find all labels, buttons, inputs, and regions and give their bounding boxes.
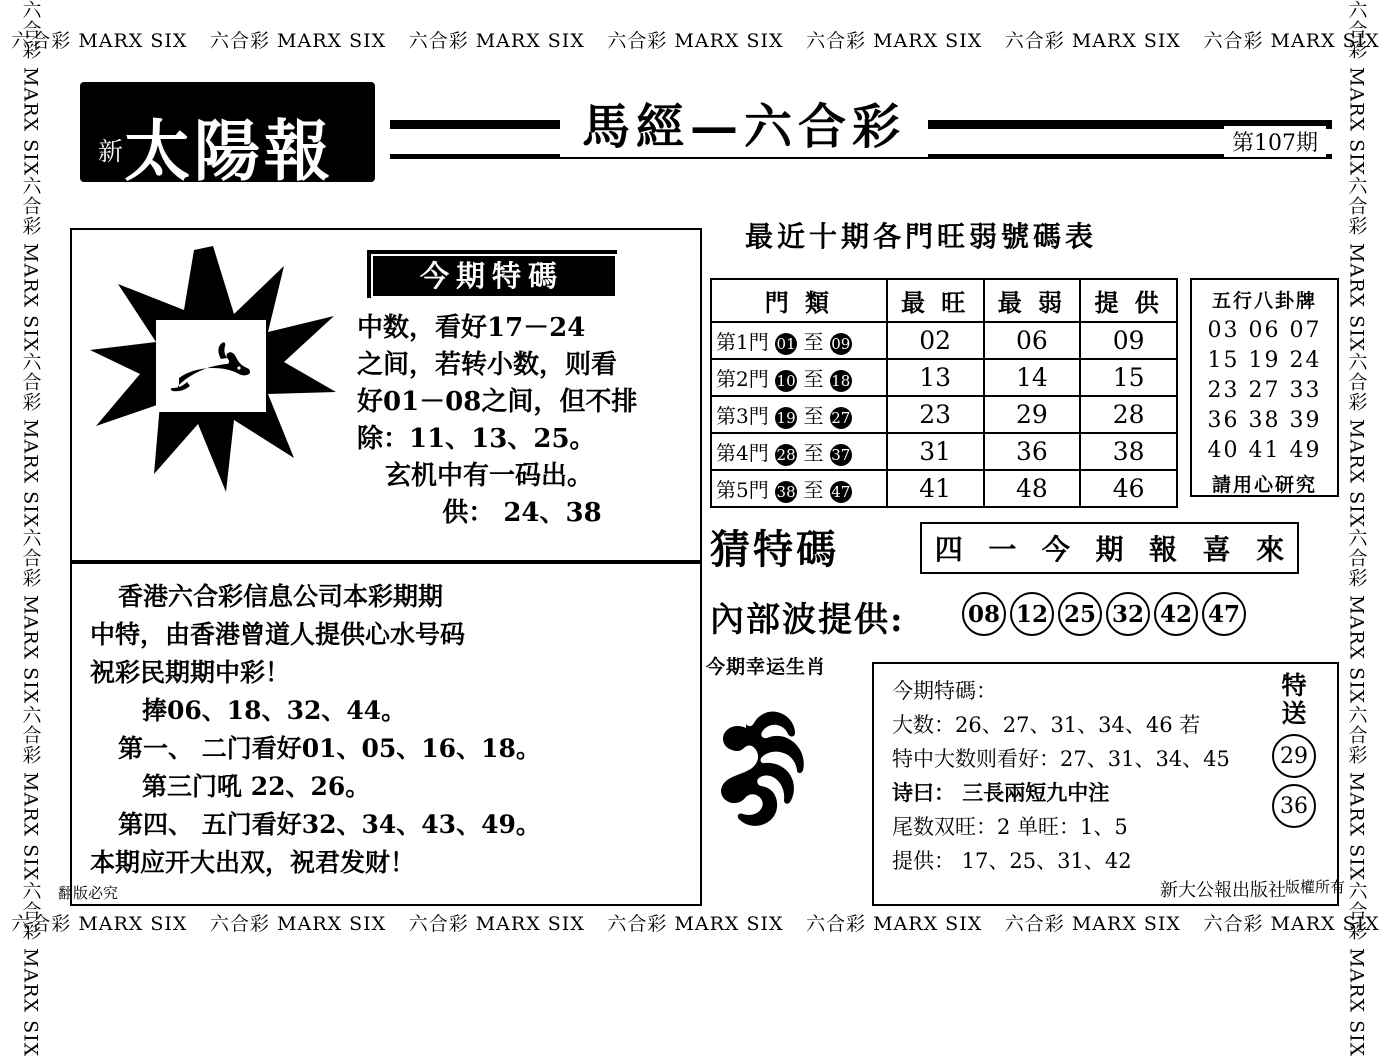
watermark-text: 六合彩 MARX SIX xyxy=(1345,704,1368,881)
watermark-text: 六合彩 MARX SIX xyxy=(1004,912,1181,935)
range-mid: 至 xyxy=(803,478,824,502)
guess-special-label: 猜特碼 xyxy=(710,526,839,573)
info-panel xyxy=(70,562,702,906)
special-line: 好01－08之间，但不排 xyxy=(357,386,638,417)
bonus-ball: 29 xyxy=(1272,734,1316,778)
cold-value: 36 xyxy=(984,433,1081,470)
lucky-panel xyxy=(872,662,1339,906)
rabbit-illustration xyxy=(156,320,266,412)
info-line: 捧06、18、32、44。 xyxy=(142,696,407,725)
special-line: 供： 24、38 xyxy=(442,497,602,528)
star-graphic xyxy=(88,244,338,494)
special-number-panel xyxy=(70,228,702,562)
dragon-illustration xyxy=(712,700,862,860)
watermark-top xyxy=(0,22,1391,56)
table-row xyxy=(711,322,1177,359)
zodiac-label: 今期幸运生肖 xyxy=(706,656,827,678)
table-header-cell: 最 旺 xyxy=(887,279,984,322)
lucky-text xyxy=(892,674,1232,878)
watermark-text: 六合彩 MARX SIX xyxy=(1345,352,1368,529)
wave-number-ball: 47 xyxy=(1202,592,1246,636)
watermark-text: 六合彩 MARX SIX xyxy=(1345,880,1368,1057)
range-to-ball: 27 xyxy=(831,408,851,427)
guess-chars-panel xyxy=(920,522,1299,574)
bagua-row: 40 41 49 xyxy=(1207,438,1322,463)
range-from-ball: 28 xyxy=(776,445,796,464)
range-from-ball: 19 xyxy=(776,408,796,427)
give-value: 46 xyxy=(1080,470,1177,507)
watermark-text: 六合彩 MARX SIX xyxy=(19,176,42,353)
watermark-bottom xyxy=(0,905,1391,939)
guess-char: 一 xyxy=(988,533,1017,566)
give-value: 15 xyxy=(1080,359,1177,396)
range-to-ball: 37 xyxy=(831,445,851,464)
cold-value: 14 xyxy=(984,359,1081,396)
hot-value: 41 xyxy=(887,470,984,507)
info-text xyxy=(90,578,686,882)
hot-cold-table xyxy=(710,278,1178,508)
range-from-ball: 10 xyxy=(776,371,796,390)
guess-char: 四 xyxy=(934,533,963,566)
hot-value: 31 xyxy=(887,433,984,470)
bonus-ball: 36 xyxy=(1272,784,1316,828)
bagua-row: 36 38 39 xyxy=(1207,408,1322,433)
cold-value: 48 xyxy=(984,470,1081,507)
watermark-text: 六合彩 MARX SIX xyxy=(1203,29,1380,52)
gate-label xyxy=(711,470,887,507)
cold-value: 06 xyxy=(984,322,1081,359)
table-header-cell: 提 供 xyxy=(1080,279,1177,322)
hot-value: 02 xyxy=(887,322,984,359)
masthead xyxy=(70,78,1332,188)
gate-name: 第3門 xyxy=(716,404,769,428)
copyright-label: 版權所有 xyxy=(1285,878,1346,896)
lucky-line: 尾数双旺：2 单旺：1、5 xyxy=(892,815,1128,840)
wave-number-ball: 12 xyxy=(1010,592,1054,636)
lucky-line: 提供： 17、25、31、42 xyxy=(892,849,1132,874)
watermark-text: 六合彩 MARX SIX xyxy=(1203,912,1380,935)
bagua-row: 23 27 33 xyxy=(1207,378,1322,403)
gate-label xyxy=(711,396,887,433)
watermark-text: 六合彩 MARX SIX xyxy=(19,880,42,1057)
special-line: 之间，若转小数，则看 xyxy=(357,349,618,380)
wave-number-ball: 32 xyxy=(1106,592,1150,636)
page-title: 馬經—六合彩 xyxy=(560,88,928,157)
reprint-notice: 翻版必究 xyxy=(58,884,119,902)
gate-name: 第4門 xyxy=(716,441,769,465)
watermark-text: 六合彩 MARX SIX xyxy=(1004,29,1181,52)
give-value: 38 xyxy=(1080,433,1177,470)
range-mid: 至 xyxy=(803,404,824,428)
info-line: 第四、 五门看好32、34、43、49。 xyxy=(118,810,541,839)
bagua-title: 五行八卦牌 xyxy=(1211,290,1317,312)
wave-number-ball: 25 xyxy=(1058,592,1102,636)
range-from-ball: 01 xyxy=(776,334,796,353)
guess-char: 來 xyxy=(1256,533,1285,566)
gate-name: 第1門 xyxy=(716,330,769,354)
issue-number: 第107期 xyxy=(1224,126,1326,157)
guess-char: 今 xyxy=(1041,533,1070,566)
hot-value: 13 xyxy=(887,359,984,396)
logo-title: 太陽報 xyxy=(124,112,334,190)
watermark-text: 六合彩 MARX SIX xyxy=(607,912,784,935)
bonus-column xyxy=(1261,672,1327,828)
range-from-ball: 38 xyxy=(776,482,796,501)
table-row xyxy=(711,359,1177,396)
cold-value: 29 xyxy=(984,396,1081,433)
watermark-text: 六合彩 MARX SIX xyxy=(19,0,42,177)
wave-number-list xyxy=(962,592,1246,636)
info-line: 第三门吼 22、26。 xyxy=(142,772,371,801)
gate-label xyxy=(711,322,887,359)
watermark-text: 六合彩 MARX SIX xyxy=(209,912,387,935)
table-title: 最近十期各門旺弱號碼表 xyxy=(745,220,1098,253)
watermark-left xyxy=(14,0,48,1057)
watermark-text: 六合彩 MARX SIX xyxy=(19,528,42,705)
table-row xyxy=(711,433,1177,470)
hot-value: 23 xyxy=(887,396,984,433)
range-mid: 至 xyxy=(803,441,824,465)
watermark-text: 六合彩 MARX SIX xyxy=(11,29,188,52)
give-value: 09 xyxy=(1080,322,1177,359)
special-line: 中数，看好17－24 xyxy=(357,313,586,343)
info-line: 第一、 二门看好01、05、16、18。 xyxy=(118,734,541,763)
rabbit-icon xyxy=(161,326,261,406)
range-to-ball: 18 xyxy=(831,371,851,390)
special-line: 除：11、13、25。 xyxy=(357,423,596,454)
watermark-right xyxy=(1340,0,1374,1057)
watermark-text: 六合彩 MARX SIX xyxy=(1345,0,1368,177)
watermark-text: 六合彩 MARX SIX xyxy=(408,912,585,935)
watermark-text: 六合彩 MARX SIX xyxy=(408,29,585,52)
watermark-text: 六合彩 MARX SIX xyxy=(11,912,188,935)
lucky-line: 今期特碼： xyxy=(892,679,997,703)
info-line: 香港六合彩信息公司本彩期期 xyxy=(118,582,444,611)
info-line: 中特，由香港曾道人提供心水号码 xyxy=(90,620,466,649)
bagua-row: 03 06 07 xyxy=(1207,318,1322,343)
guess-char: 報 xyxy=(1149,533,1178,566)
title-bar xyxy=(390,92,1332,172)
guess-char: 期 xyxy=(1095,533,1124,566)
watermark-text: 六合彩 MARX SIX xyxy=(607,29,784,52)
lucky-line: 特中大数则看好：27、31、34、45 xyxy=(892,747,1230,772)
newspaper-logo xyxy=(80,82,375,190)
guess-char: 喜 xyxy=(1202,533,1231,566)
dragon-icon xyxy=(712,700,862,860)
bagua-panel xyxy=(1190,278,1339,497)
watermark-text: 六合彩 MARX SIX xyxy=(209,29,387,52)
watermark-text: 六合彩 MARX SIX xyxy=(1345,528,1368,705)
publisher-label: 新大公報出版社 xyxy=(1160,880,1286,901)
special-number-text xyxy=(357,310,687,531)
table-header-cell: 最 弱 xyxy=(984,279,1081,322)
info-line: 祝彩民期期中彩！ xyxy=(90,658,291,687)
give-value: 28 xyxy=(1080,396,1177,433)
gate-name: 第2門 xyxy=(716,367,769,391)
range-mid: 至 xyxy=(803,367,824,391)
watermark-text: 六合彩 MARX SIX xyxy=(19,352,42,529)
info-line: 本期应开大出双，祝君发财！ xyxy=(90,848,416,877)
range-mid: 至 xyxy=(803,330,824,354)
wave-number-ball: 42 xyxy=(1154,592,1198,636)
table-header-row xyxy=(711,279,1177,322)
gate-label xyxy=(711,359,887,396)
table-header-cell: 門 類 xyxy=(711,279,887,322)
table-row xyxy=(711,396,1177,433)
special-head-inner-border xyxy=(371,254,617,298)
range-to-ball: 47 xyxy=(831,482,851,501)
wave-number-ball: 08 xyxy=(962,592,1006,636)
watermark-text: 六合彩 MARX SIX xyxy=(806,29,983,52)
bagua-footer: 請用心研究 xyxy=(1211,474,1317,496)
watermark-text: 六合彩 MARX SIX xyxy=(19,704,42,881)
table-row xyxy=(711,470,1177,507)
lucky-line: 大数：26、27、31、34、46 若 xyxy=(892,713,1201,738)
range-to-ball: 09 xyxy=(831,334,851,353)
gate-label xyxy=(711,433,887,470)
watermark-text: 六合彩 MARX SIX xyxy=(806,912,983,935)
watermark-text: 六合彩 MARX SIX xyxy=(1345,176,1368,353)
bonus-label: 特 送 xyxy=(1281,671,1307,728)
special-line: 玄机中有一码出。 xyxy=(385,460,594,491)
special-head-label: 今期特碼 xyxy=(419,258,564,293)
logo-prefix: 新 xyxy=(98,137,124,166)
gate-name: 第5門 xyxy=(716,478,769,502)
lucky-line: 诗曰： 三長兩短九中注 xyxy=(892,780,1110,806)
wave-label: 內部波提供: xyxy=(710,600,905,640)
bagua-row: 15 19 24 xyxy=(1207,348,1322,373)
